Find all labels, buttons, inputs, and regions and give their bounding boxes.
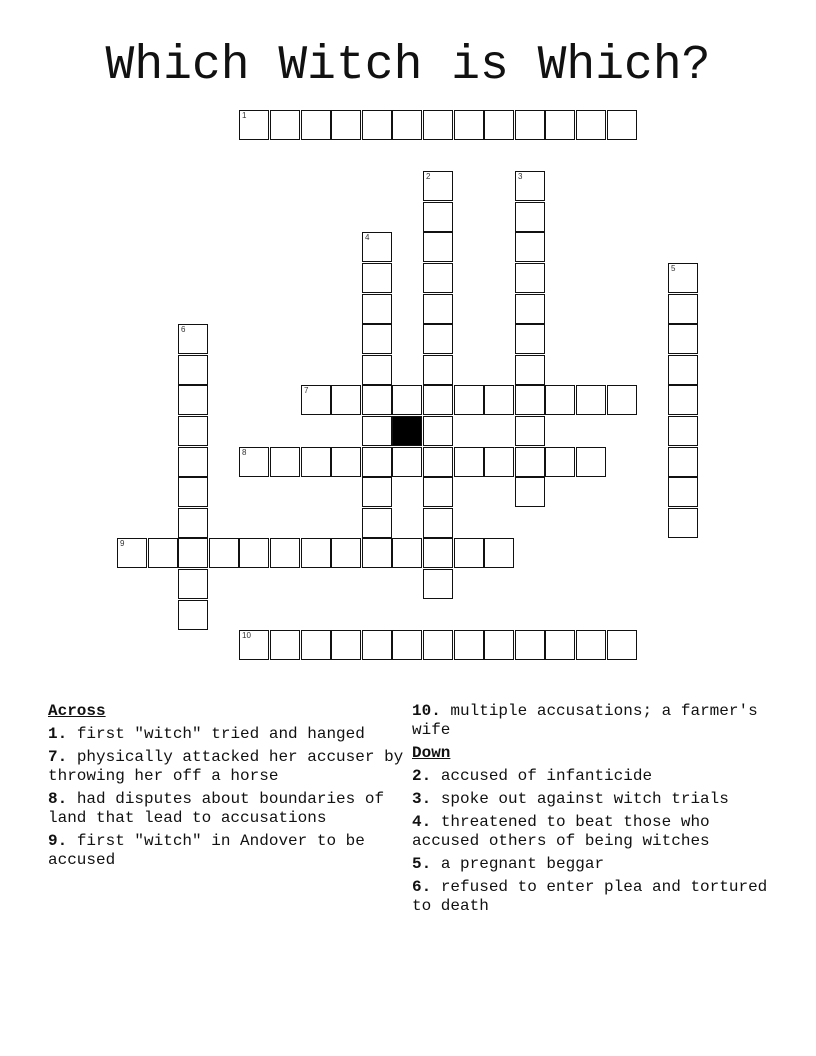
crossword-cell[interactable]: [454, 447, 484, 477]
crossword-cell[interactable]: [484, 447, 514, 477]
crossword-cell[interactable]: [668, 385, 698, 415]
crossword-cell[interactable]: [484, 538, 514, 568]
crossword-cell[interactable]: [423, 171, 453, 201]
crossword-cell[interactable]: [392, 538, 422, 568]
clue-down-2: [412, 767, 772, 786]
clue-across-9: [48, 832, 408, 870]
crossword-cell[interactable]: [423, 508, 453, 538]
crossword-cell[interactable]: [607, 630, 637, 660]
clue-number: 4.: [412, 813, 432, 831]
clue-text: threatened to beat those who accused others of being witches: [412, 813, 710, 850]
clue-number: 3.: [412, 790, 432, 808]
crossword-cell[interactable]: [178, 416, 208, 446]
cell-number: 6: [181, 325, 186, 334]
crossword-cell[interactable]: [392, 447, 422, 477]
crossword-cell[interactable]: [239, 110, 269, 140]
crossword-cell[interactable]: [484, 630, 514, 660]
crossword-cell[interactable]: [515, 477, 545, 507]
clue-text: first "witch" tried and hanged: [76, 725, 365, 743]
down-heading: Down: [412, 744, 451, 762]
clue-across-7: [48, 748, 408, 786]
crossword-cell[interactable]: [607, 110, 637, 140]
clue-text: a pregnant beggar: [440, 855, 605, 873]
cell-number: 8: [242, 448, 247, 457]
crossword-cell[interactable]: [362, 232, 392, 262]
crossword-cell[interactable]: [301, 110, 331, 140]
crossword-cell[interactable]: [239, 630, 269, 660]
crossword-cell[interactable]: [423, 202, 453, 232]
crossword-cell[interactable]: [668, 294, 698, 324]
crossword-cell[interactable]: [362, 263, 392, 293]
crossword-cell[interactable]: [515, 416, 545, 446]
clue-down-6: [412, 878, 772, 916]
clue-text: refused to enter plea and tortured to death: [412, 878, 768, 915]
crossword-cell[interactable]: [301, 447, 331, 477]
crossword-cell[interactable]: [576, 110, 606, 140]
crossword-cell[interactable]: [515, 232, 545, 262]
crossword-cell[interactable]: [515, 294, 545, 324]
crossword-cell[interactable]: [423, 355, 453, 385]
crossword-cell[interactable]: [270, 110, 300, 140]
clue-text: multiple accusations; a farmer's wife: [412, 702, 758, 739]
cell-number: 5: [671, 264, 676, 273]
crossword-cell[interactable]: [576, 447, 606, 477]
crossword-cell[interactable]: [362, 110, 392, 140]
clue-number: 6.: [412, 878, 432, 896]
crossword-cell[interactable]: [362, 508, 392, 538]
crossword-cell[interactable]: [454, 630, 484, 660]
clue-across-1: [48, 725, 408, 744]
clue-number: 10.: [412, 702, 441, 720]
clue-number: 1.: [48, 725, 68, 743]
clue-text: had disputes about boundaries of land that lead to accusations: [48, 790, 385, 827]
crossword-cell[interactable]: [331, 538, 361, 568]
crossword-cell[interactable]: [392, 630, 422, 660]
crossword-cell[interactable]: [484, 110, 514, 140]
cell-number: 2: [426, 172, 431, 181]
crossword-cell[interactable]: [178, 600, 208, 630]
crossword-cell[interactable]: [392, 110, 422, 140]
clue-across-10: [412, 702, 772, 740]
crossword-cell[interactable]: [515, 630, 545, 660]
crossword-cell[interactable]: [576, 630, 606, 660]
crossword-cell[interactable]: [515, 171, 545, 201]
clue-down-4: [412, 813, 772, 851]
crossword-cell[interactable]: [515, 202, 545, 232]
clue-text: spoke out against witch trials: [440, 790, 729, 808]
clue-text: accused of infanticide: [440, 767, 653, 785]
crossword-cell[interactable]: [545, 385, 575, 415]
crossword-cell[interactable]: [423, 263, 453, 293]
crossword-cell[interactable]: [362, 416, 392, 446]
crossword-cell[interactable]: [454, 385, 484, 415]
crossword-cell[interactable]: [668, 477, 698, 507]
clue-number: 9.: [48, 832, 68, 850]
crossword-cell[interactable]: [515, 447, 545, 477]
clue-down-5: [412, 855, 772, 874]
crossword-cell[interactable]: [209, 538, 239, 568]
clue-number: 8.: [48, 790, 68, 808]
crossword-cell[interactable]: [178, 569, 208, 599]
across-heading: Across: [48, 702, 106, 720]
crossword-cell[interactable]: [117, 538, 147, 568]
crossword-cell[interactable]: [331, 630, 361, 660]
clue-number: 5.: [412, 855, 432, 873]
crossword-cell[interactable]: [392, 385, 422, 415]
clues-right-column: [412, 702, 772, 920]
crossword-cell[interactable]: [454, 538, 484, 568]
clues-left-column: [48, 702, 408, 874]
crossword-cell[interactable]: [423, 110, 453, 140]
crossword-cell[interactable]: [362, 447, 392, 477]
crossword-cell[interactable]: [515, 263, 545, 293]
crossword-cell[interactable]: [545, 447, 575, 477]
crossword-cell[interactable]: [607, 385, 637, 415]
crossword-cell[interactable]: [668, 355, 698, 385]
clue-number: 2.: [412, 767, 432, 785]
crossword-cell[interactable]: [423, 630, 453, 660]
clue-number: 7.: [48, 748, 68, 766]
crossword-cell[interactable]: [454, 110, 484, 140]
crossword-cell[interactable]: [515, 355, 545, 385]
crossword-cell[interactable]: [423, 294, 453, 324]
crossword-cell[interactable]: [668, 324, 698, 354]
crossword-cell[interactable]: [423, 416, 453, 446]
crossword-cell[interactable]: [148, 538, 178, 568]
crossword-cell[interactable]: [270, 630, 300, 660]
crossword-cell[interactable]: [362, 477, 392, 507]
crossword-cell[interactable]: [545, 630, 575, 660]
crossword-cell[interactable]: [576, 385, 606, 415]
cell-number: 7: [304, 386, 309, 395]
crossword-cell[interactable]: [423, 324, 453, 354]
crossword-cell[interactable]: [423, 232, 453, 262]
crossword-cell[interactable]: [668, 416, 698, 446]
crossword-cell[interactable]: [668, 263, 698, 293]
crossword-cell[interactable]: [515, 324, 545, 354]
clue-text: first "witch" in Andover to be accused: [48, 832, 365, 869]
crossword-cell[interactable]: [239, 538, 269, 568]
crossword-cell[interactable]: [270, 447, 300, 477]
crossword-cell[interactable]: [301, 385, 331, 415]
crossword-cell[interactable]: [178, 385, 208, 415]
crossword-cell[interactable]: [362, 294, 392, 324]
cell-number: 4: [365, 233, 370, 242]
crossword-cell[interactable]: [484, 385, 514, 415]
cell-number: 10: [242, 631, 251, 640]
crossword-cell[interactable]: [178, 477, 208, 507]
crossword-cell[interactable]: [515, 110, 545, 140]
crossword-cell[interactable]: [270, 538, 300, 568]
crossword-cell[interactable]: [423, 385, 453, 415]
clue-text: physically attacked her accuser by throwing her off a horse: [48, 748, 404, 785]
crossword-cell[interactable]: [423, 477, 453, 507]
crossword-cell[interactable]: [423, 538, 453, 568]
crossword-cell[interactable]: [362, 385, 392, 415]
crossword-cell[interactable]: [301, 538, 331, 568]
cell-number: 3: [518, 172, 523, 181]
page-title: Which Witch is Which?: [105, 39, 711, 93]
crossword-cell[interactable]: [331, 385, 361, 415]
crossword-cell[interactable]: [362, 630, 392, 660]
cell-number: 1: [242, 111, 247, 120]
crossword-cell[interactable]: [331, 447, 361, 477]
crossword-cell[interactable]: [362, 324, 392, 354]
crossword-cell[interactable]: [178, 447, 208, 477]
clue-down-3: [412, 790, 772, 809]
clue-across-8: [48, 790, 408, 828]
crossword-cell[interactable]: [239, 447, 269, 477]
crossword-cell[interactable]: [178, 324, 208, 354]
crossword-cell[interactable]: [331, 110, 361, 140]
cell-number: 9: [120, 539, 125, 548]
crossword-cell[interactable]: [178, 355, 208, 385]
crossword-cell[interactable]: [545, 110, 575, 140]
crossword-cell[interactable]: [423, 569, 453, 599]
crossword-cell[interactable]: [178, 508, 208, 538]
crossword-cell[interactable]: [515, 385, 545, 415]
crossword-cell[interactable]: [668, 447, 698, 477]
crossword-cell[interactable]: [423, 447, 453, 477]
crossword-cell[interactable]: [178, 538, 208, 568]
crossword-cell[interactable]: [362, 355, 392, 385]
crossword-cell[interactable]: [362, 538, 392, 568]
crossword-block: [392, 416, 422, 446]
crossword-cell[interactable]: [668, 508, 698, 538]
crossword-cell[interactable]: [301, 630, 331, 660]
